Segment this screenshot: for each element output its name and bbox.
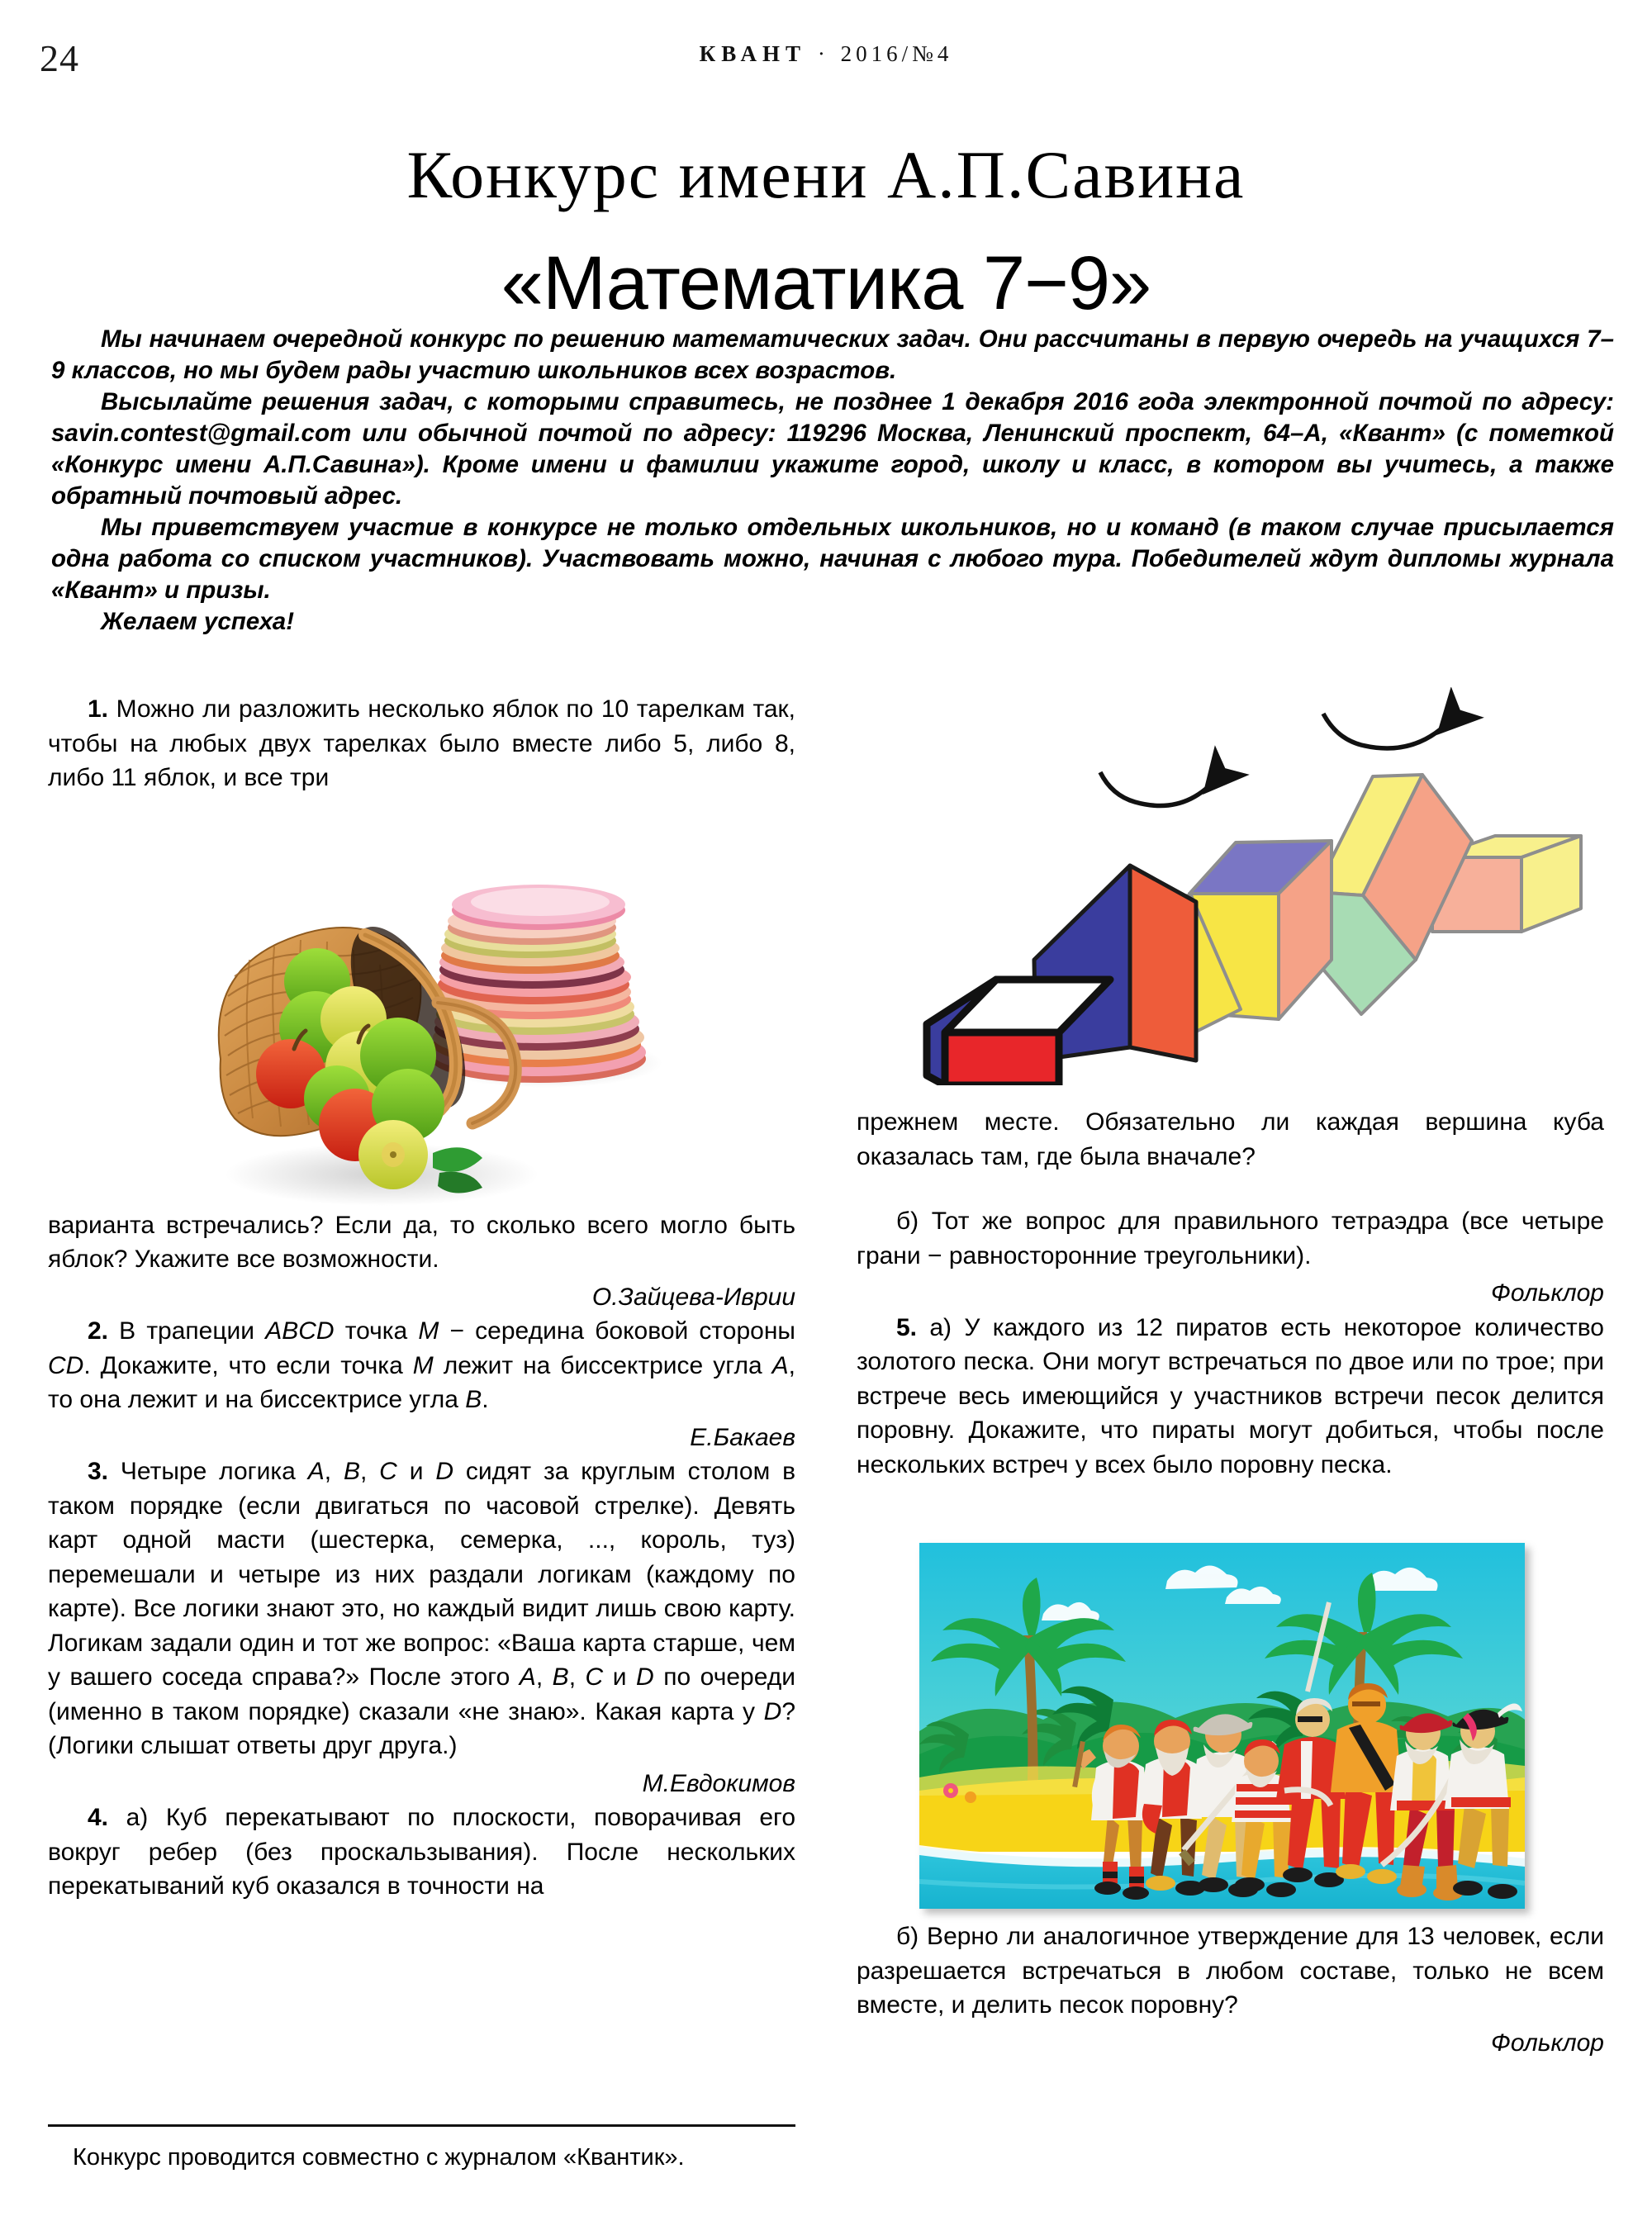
pirates-illustration — [919, 1543, 1525, 1909]
p2-t6: , то она лежит и на биссектрисе угла — [48, 1351, 795, 1413]
page-subtitle: «Математика 7−9» — [501, 241, 1151, 326]
p3-t10: ? (Логики слышат ответы друг друга.) — [48, 1697, 795, 1759]
journal-name: КВАНТ — [699, 41, 807, 66]
p3-t8: и — [603, 1663, 637, 1691]
problem-2-author: Е.Бакаев — [690, 1423, 795, 1451]
p3-m7: C — [585, 1663, 604, 1691]
problem-5-number: 5. — [896, 1313, 918, 1341]
cube-net-right — [1315, 775, 1472, 1014]
p2-m4: M — [412, 1351, 434, 1379]
page-title: Конкурс имени А.П.Савина — [406, 136, 1246, 212]
p2-m5: A — [771, 1351, 789, 1379]
problem-1-text-after-figure: варианта встречались? Если да, то сколько всего могло быть яблок? Укажите все возможности. — [48, 1211, 795, 1273]
problem-3-author: М.Евдокимов — [642, 1769, 795, 1797]
intro-paragraph-3: Мы приветствуем участие в конкурсе не только отдельных школьников, но и команд (в таком случае присылается одна работа со списком участников). Участвовать можно, начиная с любого тура. Победителей ждут дипломы журнала «Квант» и призы. — [51, 514, 1614, 604]
problem-4-part-a-after-figure: прежнем месте. Обязательно ли каждая вершина куба оказалась там, где была вначале? — [857, 1108, 1604, 1170]
p3-m8: D — [636, 1663, 654, 1691]
problem-4-part-b: б) Тот же вопрос для правильного тетраэдра (все четыре грани − равносторонние треугольники). — [857, 1208, 1604, 1269]
p2-t2: точка — [334, 1317, 419, 1345]
problem-5-part-b: б) Верно ли аналогичное утверждение для 13 человек, если разрешается встречаться в любом составе, только не всем вместе, и делить песок поровну? — [857, 1923, 1604, 2019]
problem-4-body-a: а) Куб перекатывают по плоскости, поворачивая его вокруг ребер (без проскальзывания). После нескольких перекатываний куб оказался в точности на — [48, 1804, 795, 1900]
p3-m4: D — [435, 1458, 454, 1485]
p3-m2: B — [343, 1458, 360, 1485]
footnote-divider — [48, 2124, 795, 2127]
p2-m1: ABCD — [265, 1317, 335, 1345]
problem-3-number: 3. — [88, 1458, 109, 1485]
p3-t7: , — [568, 1663, 586, 1691]
p3-m6: B — [552, 1663, 569, 1691]
p2-t1: В трапеции — [119, 1317, 266, 1345]
rotation-arrow-left — [1100, 772, 1218, 806]
intro-block — [51, 324, 1614, 638]
p3-m5: A — [519, 1663, 536, 1691]
problem-4-author: Фольклор — [1490, 1279, 1604, 1307]
p3-t4: и — [396, 1458, 436, 1485]
p3-t9: по очереди (именно в таком порядке) сказали «не знаю». Какая карта у — [48, 1663, 795, 1725]
p2-m3: CD — [48, 1351, 84, 1379]
p2-t5: лежит на биссектрисе угла — [433, 1351, 772, 1379]
problem-5-author: Фольклор — [1490, 2029, 1604, 2057]
problem-1-body-a: Можно ли разложить несколько яблок по 10 тарелкам так, чтобы на любых двух тарелках было вместе либо 5, либо 8, либо 11 яблок, и все три — [48, 695, 795, 791]
p2-t3: − середина боковой стороны — [439, 1317, 795, 1345]
p2-t4: . Докажите, что если точка — [83, 1351, 413, 1379]
problem-4-number: 4. — [88, 1804, 109, 1831]
problem-1-number: 1. — [88, 695, 109, 723]
p3-t3: , — [359, 1458, 380, 1485]
p2-m2: M — [418, 1317, 439, 1345]
intro-paragraph-1: Мы начинаем очередной конкурс по решению математических задач. Они рассчитаны в первую очередь на учащихся 7–9 классов, но мы будем рады участию школьников всех возрастов. — [51, 325, 1614, 384]
running-head — [0, 41, 1652, 67]
footnote: Конкурс проводится совместно с журналом «Квантик». — [73, 2144, 685, 2171]
p2-t7: . — [482, 1386, 489, 1413]
left-column — [48, 692, 795, 1904]
figure-pirates — [919, 1543, 1525, 1909]
problem-1-author: О.Зайцева-Иврии — [591, 1283, 795, 1311]
problem-3 — [48, 1454, 795, 1763]
problem-4-part-a-before-figure — [48, 1801, 795, 1904]
running-head-separator: · — [817, 41, 829, 66]
problem-2-number: 2. — [88, 1317, 109, 1345]
p3-t1: Четыре логика — [120, 1458, 308, 1485]
problem-5-part-a — [857, 1311, 1604, 1483]
p3-t5: сидят за круглым столом в таком порядке (если двигаться по часовой стрелке). Девять карт одной масти (шестерка, семерка, ..., король, туз) перемешали и четыре из них раздали логикам (каждому по карте). Все логики знают это, но каждый видит лишь свою карту. Логикам задали один и тот же вопрос: «Ваша карта старше, чем у вашего соседа справа?» После этого — [48, 1458, 796, 1691]
p3-t6: , — [535, 1663, 553, 1691]
issue-label: 2016/№4 — [840, 41, 953, 66]
p3-m3: C — [379, 1458, 397, 1485]
problem-2 — [48, 1314, 795, 1417]
problem-5-body-a: а) У каждого из 12 пиратов есть некоторое количество золотого песка. Они могут встречаться по двое или по трое; при встрече весь имеющийся у участников встречи песок делится поровну. Докажите, что пираты могут добиться, чтобы после нескольких встреч у всех было поровну песка. — [857, 1313, 1604, 1478]
p3-m9: D — [763, 1697, 782, 1725]
cube-rolling-illustration — [894, 687, 1637, 1085]
p2-m6: B — [465, 1386, 482, 1413]
rotation-arrow-right — [1323, 714, 1452, 748]
page-number: 24 — [40, 37, 79, 79]
p3-m1: A — [307, 1458, 325, 1485]
intro-paragraph-2: Высылайте решения задач, с которыми справитесь, не позднее 1 декабря 2016 года электронной почтой по адресу: savin.contest@gmail.com или обычной почтой по адресу: 119296 Москва, Ленинский проспект, 64–А, «Квант» (с пометкой «Конкурс имени А.П.Савина»). Кроме имени и фамилии укажите город, школу и класс, в котором вы учитесь, а также обратный почтовый адрес. — [51, 388, 1614, 510]
p3-t2: , — [324, 1458, 344, 1485]
intro-paragraph-4: Желаем успеха! — [101, 608, 295, 635]
problem-1-text-before-figure — [48, 692, 795, 795]
figure-cube-rolling — [894, 687, 1637, 1085]
